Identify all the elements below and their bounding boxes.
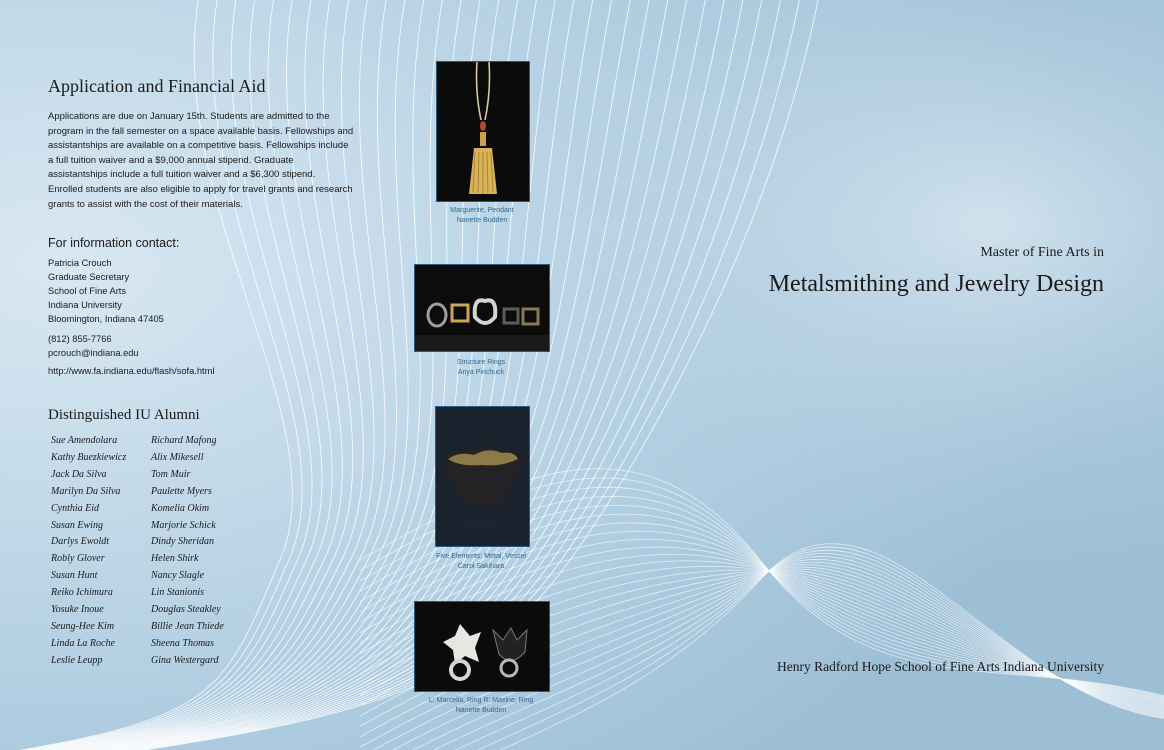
alumni-name: Helen Shirk	[151, 553, 199, 565]
caption-title: L: Marcella, Ring R: Maxine, Ring	[428, 697, 534, 704]
alumni-name: Dindy Sheridan	[151, 536, 215, 548]
aid-line: program in the fall semester on a space available basis. Fellowships and	[48, 125, 354, 137]
caption-title: Structure Rings	[456, 359, 506, 366]
contact-city: Bloomington, Indiana 47405	[48, 314, 164, 324]
caption-title: Five Elements: Metal, Vessel	[436, 553, 526, 560]
caption-artist: Nanette Budden	[455, 707, 507, 714]
alumni-name: Alix Mikesell	[151, 451, 204, 463]
alumni-name: Jack Da Silva	[51, 468, 107, 480]
contact-school: School of Fine Arts	[48, 286, 127, 296]
caption-vessel	[414, 552, 548, 572]
alumni-name: Robly Glover	[51, 553, 105, 565]
caption-artist: Anya Pinchuck	[457, 369, 505, 376]
aid-line: assistantships are available on a competitive basis. Fellowships include	[48, 140, 349, 152]
alumni-name: Billie Jean Thiede	[151, 620, 224, 632]
alumni-name: Marilyn Da Silva	[51, 485, 121, 497]
alumni-name: Darlys Ewoldt	[51, 536, 110, 548]
alumni-name: Susan Ewing	[51, 519, 103, 531]
contact-name: Patricia Crouch	[48, 258, 112, 268]
maxine-rings-image	[415, 602, 549, 691]
alumni-name: Nancy Slagle	[151, 570, 205, 582]
alumni-column-2	[151, 433, 261, 670]
cover-subtitle: Master of Fine Arts in	[980, 245, 1104, 260]
alumni-name: Tom Muir	[151, 468, 191, 480]
alumni-name: Sue Amendolara	[51, 435, 118, 446]
alumni-name: Yosuke Inoue	[51, 604, 104, 616]
aid-line: Applications are due on January 15th. Students are admitted to the	[48, 111, 330, 122]
alumni-name: Douglas Steakley	[151, 604, 221, 616]
contact-website-link[interactable]: http://www.fa.indiana.edu/flash/sofa.html	[48, 366, 215, 376]
aid-line: grants to assist with the cost of their materials.	[48, 198, 243, 210]
alumni-name: Lin Stanionis	[151, 587, 205, 599]
alumni-name: Marjorie Schick	[151, 519, 216, 531]
alumni-heading: Distinguished IU Alumni	[48, 407, 200, 423]
photo-structure-rings	[414, 264, 550, 352]
contact-title: Graduate Secretary	[48, 272, 130, 282]
rings-image	[415, 265, 549, 351]
contact-address	[48, 256, 348, 326]
caption-rings	[414, 358, 548, 378]
cover-footer: Henry Radford Hope School of Fine Arts Indiana University	[777, 659, 1104, 674]
contact-heading: For information contact:	[48, 236, 180, 250]
photo-maxine-rings	[414, 601, 550, 692]
aid-line: assistantships include a full tuition waiver and a $6,300 stipend.	[48, 169, 316, 181]
photo-pendant	[436, 61, 530, 202]
aid-heading: Application and Financial Aid	[48, 76, 266, 96]
contact-email-link[interactable]: pcrouch@indiana.edu	[48, 348, 139, 358]
alumni-name: Paulette Myers	[151, 485, 212, 497]
alumni-name: Kathy Buezkiewicz	[51, 451, 127, 463]
aid-paragraph	[48, 110, 378, 212]
alumni-name: Gina Westergard	[151, 654, 219, 666]
alumni-name: Sheena Thomas	[151, 637, 215, 649]
alumni-name: Seung-Hee Kim	[51, 620, 115, 632]
alumni-name: Reiko Ichimura	[51, 587, 113, 599]
photo-vessel	[435, 406, 530, 547]
alumni-name: Cynthia Eid	[51, 502, 100, 514]
caption-artist: Nanette Budden	[456, 217, 508, 224]
caption-pendant	[420, 206, 544, 226]
aid-line: Enrolled students are also eligible to apply for travel grants and research	[48, 183, 353, 195]
alumni-name: Komelia Okim	[151, 502, 210, 514]
caption-artist: Carol Sakihara	[457, 563, 505, 570]
contact-phone: (812) 855-7766	[48, 334, 112, 344]
vessel-image	[436, 407, 529, 546]
contact-university: Indiana University	[48, 300, 122, 310]
alumni-column-1	[51, 433, 151, 670]
aid-line: a full tuition waiver and a $9,000 annual stipend. Graduate	[48, 154, 294, 166]
caption-maxine	[404, 696, 558, 716]
alumni-name: Leslie Leupp	[51, 654, 103, 666]
alumni-name: Richard Mafong	[151, 435, 217, 446]
alumni-name: Susan Hunt	[51, 570, 98, 582]
caption-title: Marguerite, Pendant	[450, 207, 514, 214]
pendant-image	[437, 62, 529, 201]
cover-title: Metalsmithing and Jewelry Design	[768, 271, 1104, 297]
alumni-name: Linda La Roche	[51, 637, 115, 649]
